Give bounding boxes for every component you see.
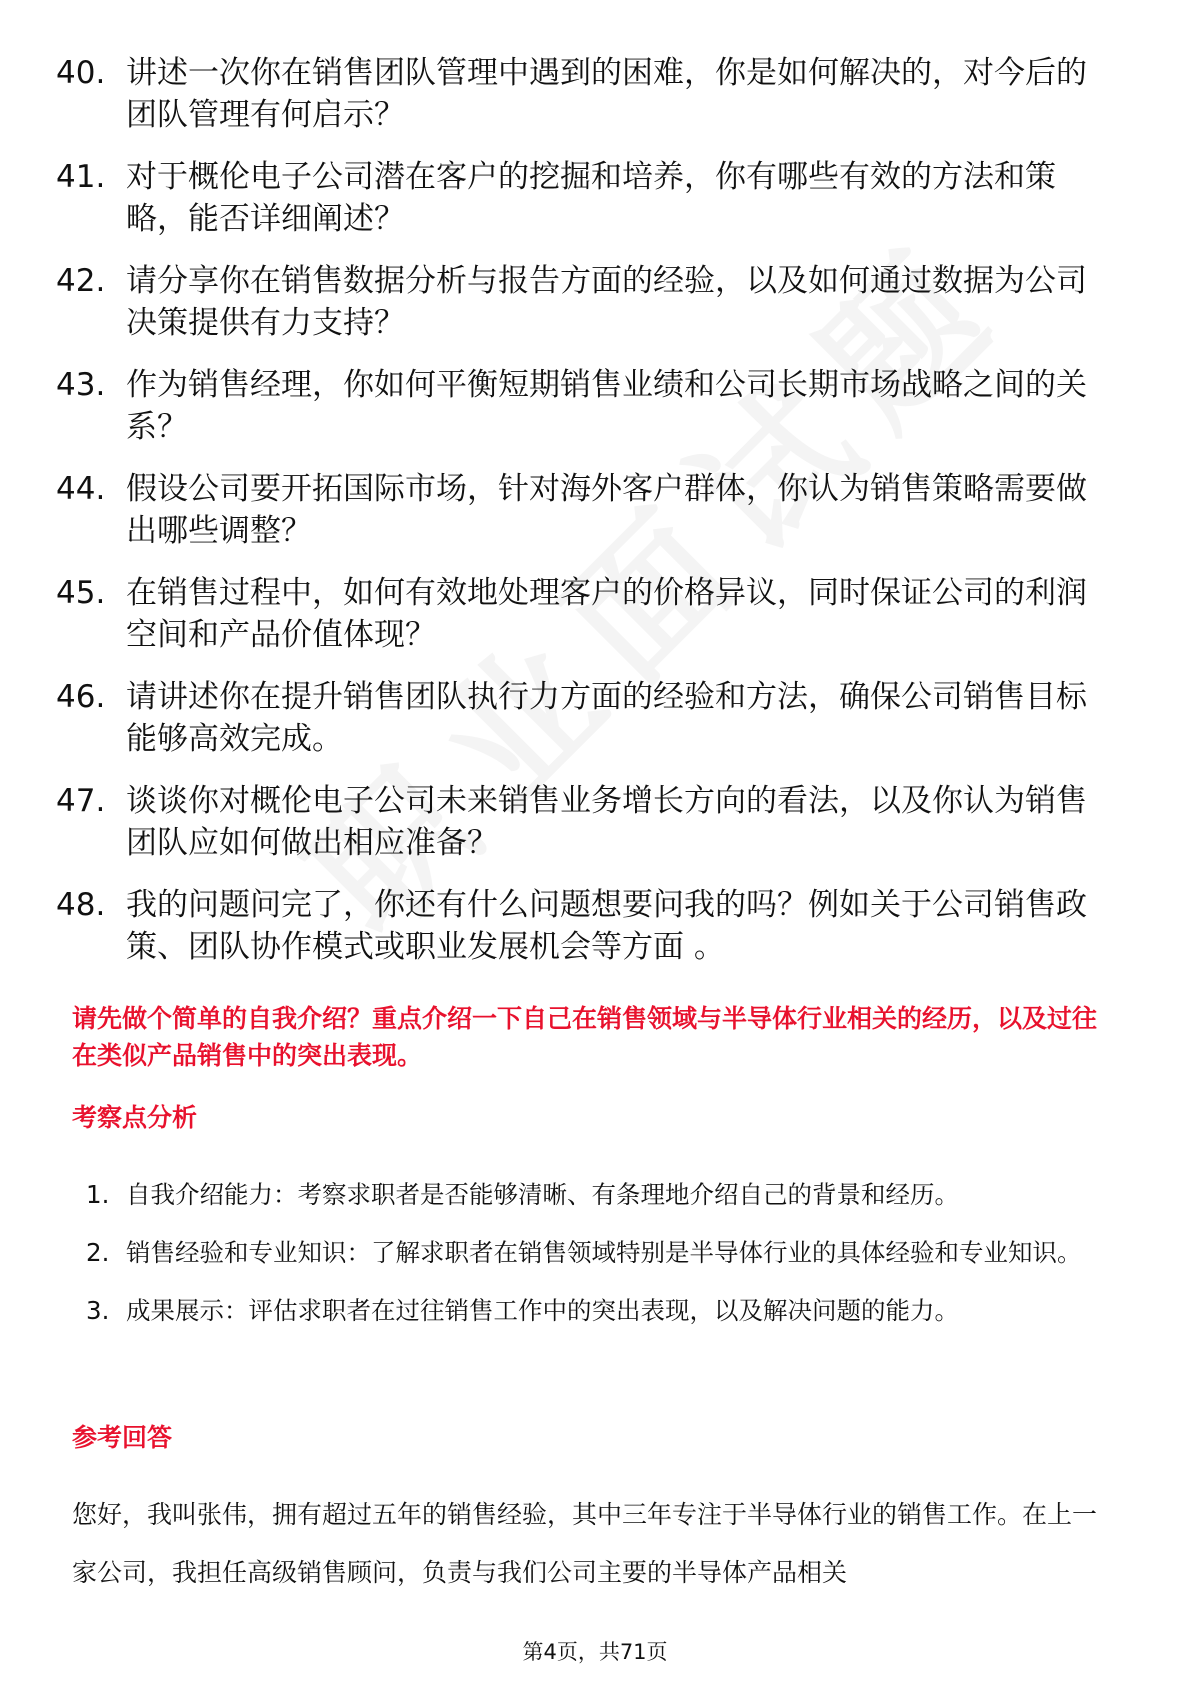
question-text: 对于概伦电子公司潜在客户的挖掘和培养，你有哪些有效的方法和策略，能否详细阐述？	[126, 159, 1056, 237]
analysis-item	[86, 1282, 1116, 1340]
answer-text: 您好，我叫张伟，拥有超过五年的销售经验，其中三年专注于半导体行业的销售工作。在上一家公司，我担任高级销售顾问，负责与我们公司主要的半导体产品相关	[72, 1500, 1098, 1587]
question-text: 讲述一次你在销售团队管理中遇到的困难，你是如何解决的，对今后的团队管理有何启示？	[126, 55, 1087, 133]
question-item	[56, 780, 1116, 864]
question-number: 45.	[56, 575, 106, 611]
question-item	[56, 156, 1116, 240]
question-text: 谈谈你对概伦电子公司未来销售业务增长方向的看法，以及你认为销售团队应如何做出相应准备？	[126, 783, 1087, 861]
question-item	[56, 884, 1116, 968]
question-item	[56, 260, 1116, 344]
question-number: 48.	[56, 887, 106, 923]
answer-heading-text: 参考回答	[72, 1423, 173, 1452]
analysis-text: 自我介绍能力：考察求职者是否能够清晰、有条理地介绍自己的背景和经历。	[126, 1180, 959, 1209]
answer-heading	[72, 1418, 172, 1454]
question-number: 42.	[56, 263, 106, 299]
question-item	[56, 676, 1116, 760]
question-item	[56, 572, 1116, 656]
question-text: 请讲述你在提升销售团队执行力方面的经验和方法，确保公司销售目标能够高效完成。	[126, 679, 1087, 757]
featured-question: 请先做个简单的自我介绍？重点介绍一下自己在销售领域与半导体行业相关的经历，以及过往在类似产品销售中的突出表现。	[72, 1004, 1098, 1070]
question-text: 作为销售经理，你如何平衡短期销售业绩和公司长期市场战略之间的关系？	[126, 367, 1087, 445]
analysis-number: 1.	[86, 1180, 110, 1209]
question-number: 41.	[56, 159, 106, 195]
question-item	[56, 468, 1116, 552]
page-footer: 第4页，共71页	[522, 1640, 668, 1664]
question-number: 44.	[56, 471, 106, 507]
question-number: 46.	[56, 679, 106, 715]
analysis-item	[86, 1166, 1116, 1224]
analysis-text: 成果展示：评估求职者在过往销售工作中的突出表现，以及解决问题的能力。	[126, 1296, 959, 1325]
analysis-heading	[72, 1098, 197, 1134]
analysis-item	[86, 1224, 1116, 1282]
question-item	[56, 52, 1116, 136]
question-text: 假设公司要开拓国际市场，针对海外客户群体，你认为销售策略需要做出哪些调整？	[126, 471, 1087, 549]
analysis-heading-text: 考察点分析	[72, 1103, 198, 1132]
question-text: 我的问题问完了，你还有什么问题想要问我的吗？例如关于公司销售政策、团队协作模式或职业发展机会等方面 。	[126, 887, 1087, 965]
analysis-number: 3.	[86, 1296, 110, 1325]
question-item	[56, 364, 1116, 448]
question-list	[56, 52, 1116, 988]
analysis-text: 销售经验和专业知识：了解求职者在销售领域特别是半导体行业的具体经验和专业知识。	[126, 1238, 1082, 1267]
analysis-number: 2.	[86, 1238, 110, 1267]
question-text: 请分享你在销售数据分析与报告方面的经验，以及如何通过数据为公司决策提供有力支持？	[126, 263, 1087, 341]
question-text: 在销售过程中，如何有效地处理客户的价格异议，同时保证公司的利润空间和产品价值体现？	[126, 575, 1087, 653]
question-number: 43.	[56, 367, 106, 403]
question-number: 47.	[56, 783, 106, 819]
question-number: 40.	[56, 55, 106, 91]
analysis-list	[86, 1166, 1116, 1340]
